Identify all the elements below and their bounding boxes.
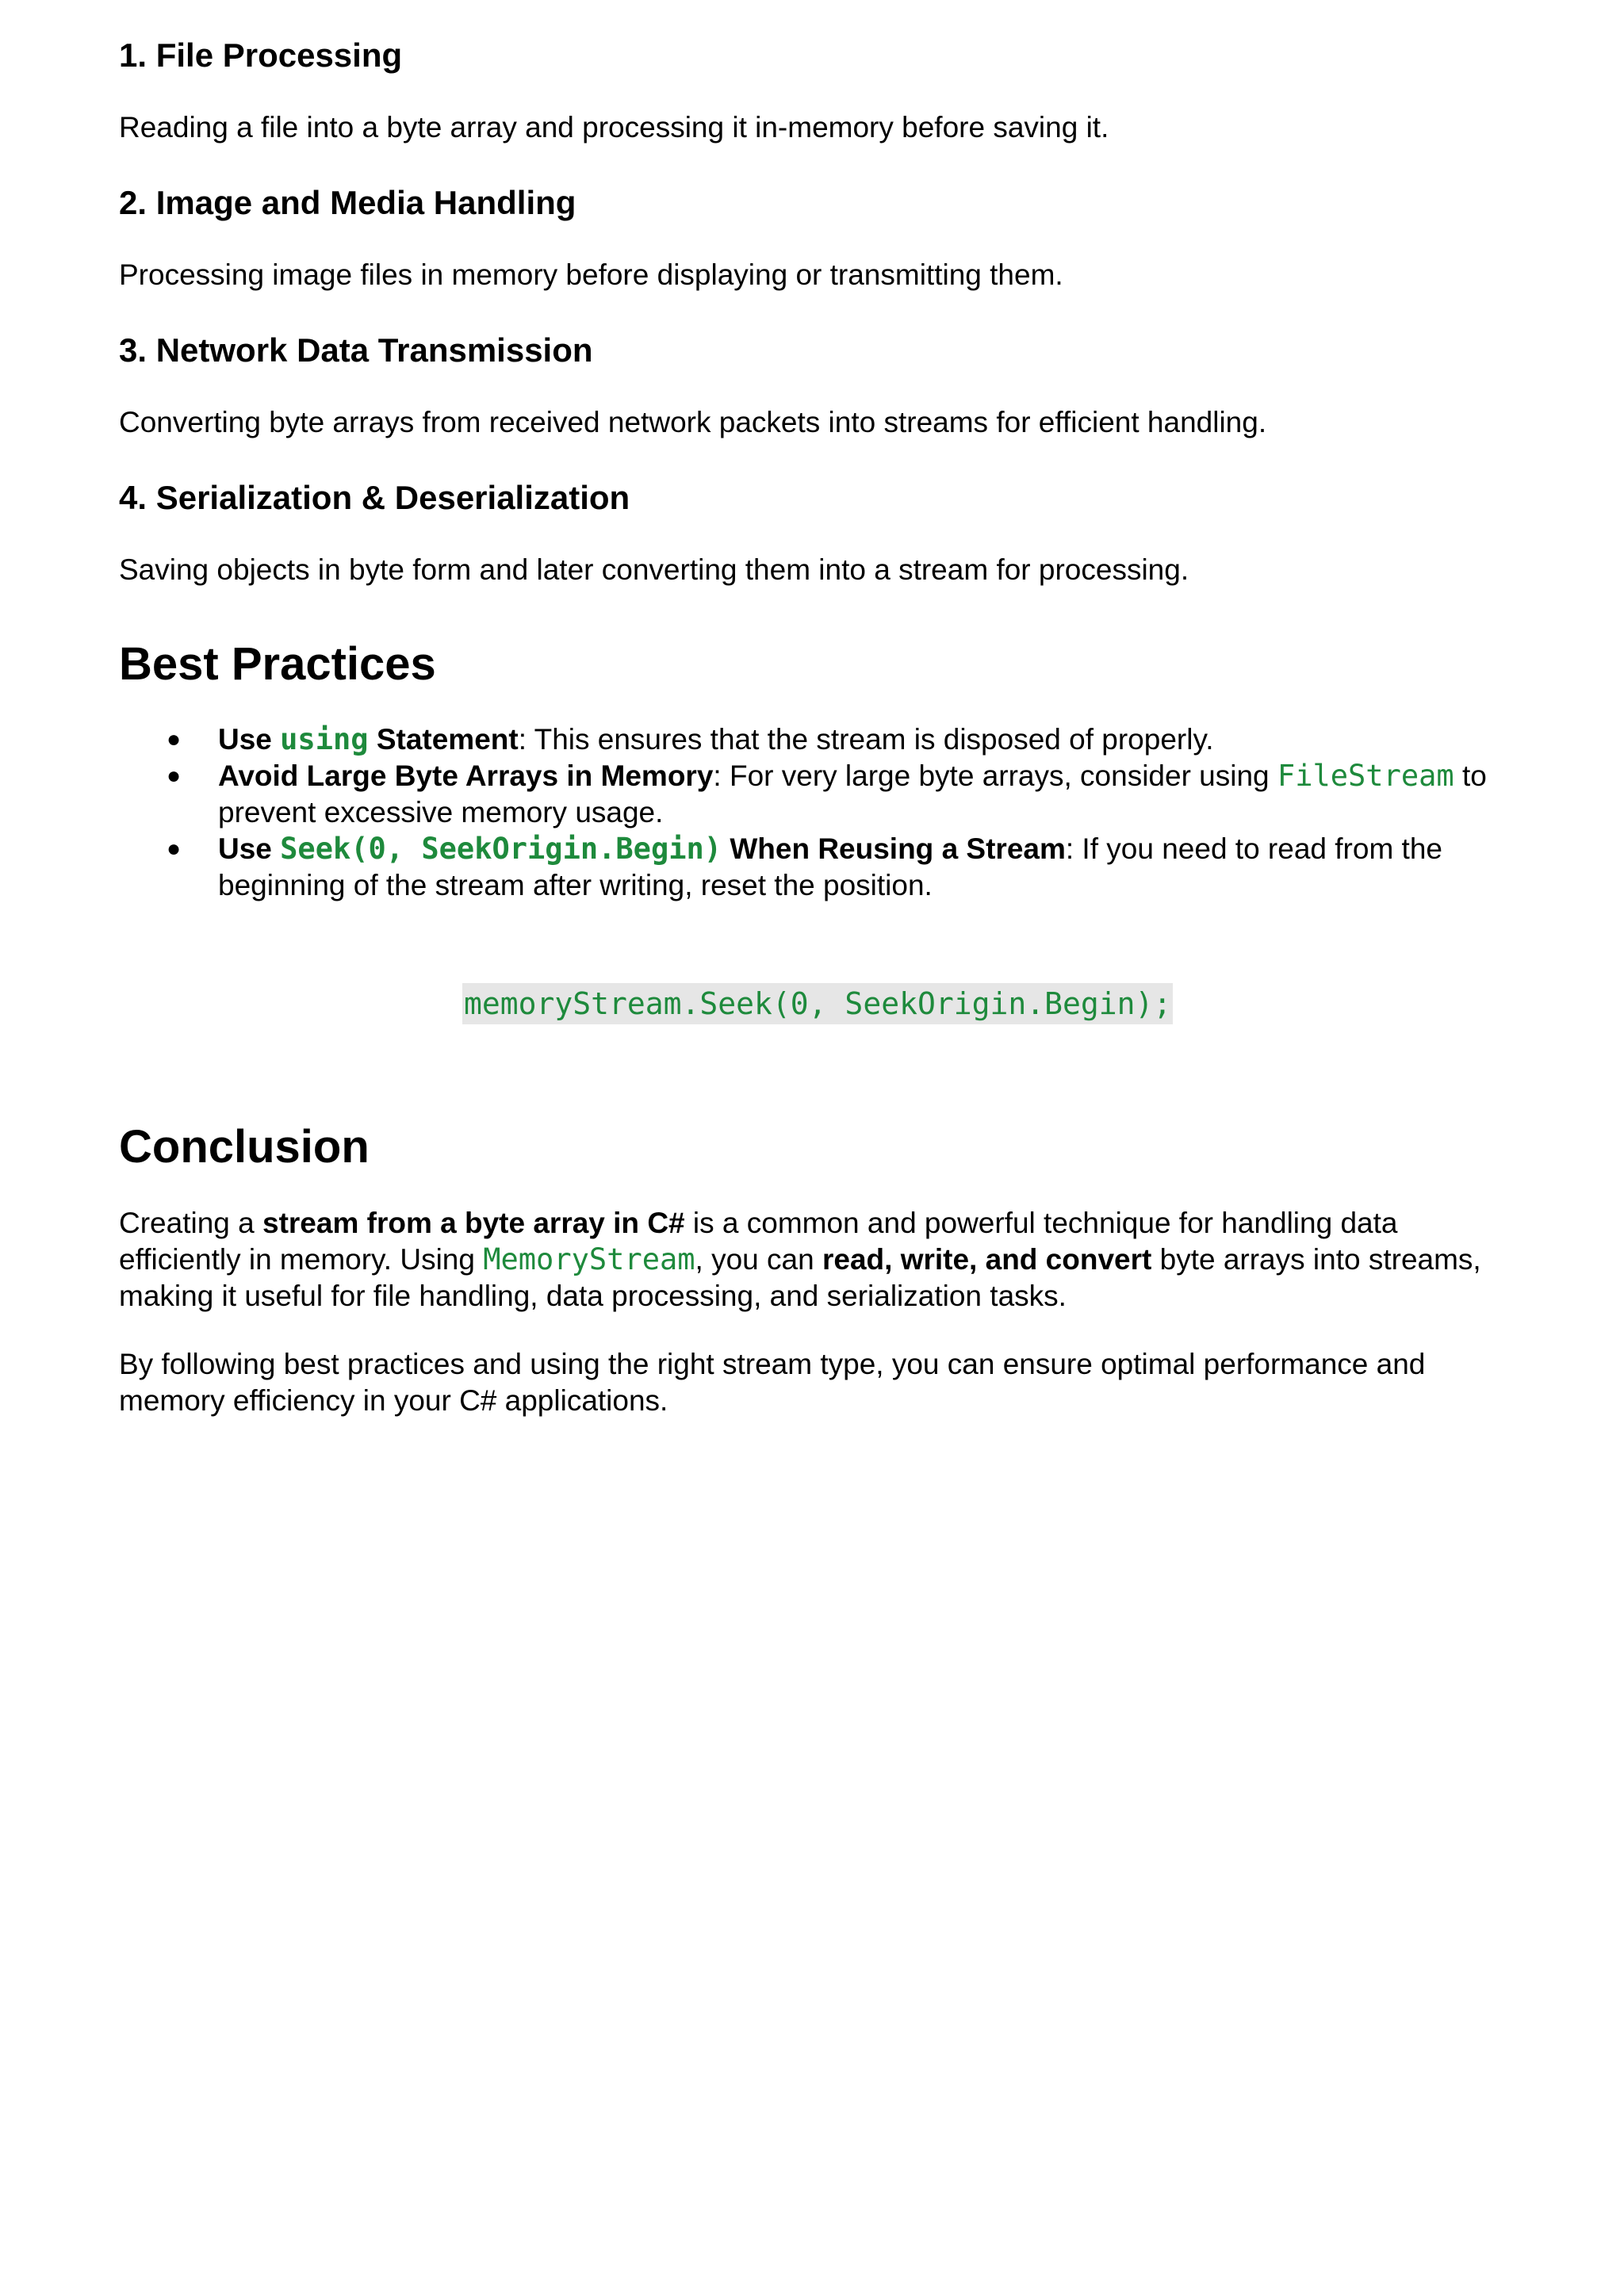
section-text-file-processing: Reading a file into a byte array and processing it in-memory before saving it.: [119, 111, 1109, 144]
bullet-text: : If you need to read from the beginning of the stream after writing, reset the position.: [218, 832, 1442, 901]
section-heading-file-processing: 1. File Processing: [119, 36, 403, 74]
bullet-title: Statement: [368, 723, 519, 756]
conclusion-heading: Conclusion: [119, 1121, 370, 1173]
best-practices-heading: Best Practices: [119, 638, 436, 690]
conclusion-paragraph-1: [119, 1205, 1507, 1314]
bullet-text-tail: to prevent excessive memory usage.: [218, 760, 1487, 828]
conclusion-paragraph-2: By following best practices and using the right stream type, you can ensure optimal performance and memory efficiency in your C# applications.: [119, 1348, 1426, 1417]
text-run: Creating a: [119, 1207, 262, 1239]
section-text-image-media: Processing image files in memory before displaying or transmitting them.: [119, 258, 1063, 291]
inline-code: MemoryStream: [483, 1242, 695, 1276]
inline-code: Seek(0, SeekOrigin.Begin): [280, 832, 722, 866]
inline-code: FileStream: [1277, 759, 1454, 793]
list-item: [119, 721, 1530, 758]
section-heading-network: 3. Network Data Transmission: [119, 331, 593, 369]
list-item: [119, 758, 1530, 831]
bullet-icon: ●: [167, 726, 182, 752]
bold-text: stream from a byte array in C#: [262, 1207, 685, 1239]
bullet-title: When Reusing a Stream: [722, 832, 1066, 865]
section-text-network: Converting byte arrays from received network packets into streams for efficient handling.: [119, 406, 1267, 438]
section-text-serialization: Saving objects in byte form and later converting them into a stream for processing.: [119, 553, 1189, 586]
bullet-title: Avoid Large Byte Arrays in Memory: [218, 760, 714, 792]
inline-code: using: [280, 722, 369, 756]
text-run: , you can: [695, 1243, 822, 1276]
text-run: byte arrays into streams, making it useful for file handling, data processing, and serialization tasks.: [119, 1243, 1481, 1312]
bullet-icon: ●: [167, 763, 182, 789]
section-heading-serialization: 4. Serialization & Deserialization: [119, 479, 630, 516]
bullet-lead: Use: [218, 832, 281, 865]
bullet-lead: Use: [218, 723, 281, 756]
bullet-text: : This ensures that the stream is disposed of properly.: [518, 723, 1214, 756]
bold-text: read, write, and convert: [822, 1243, 1152, 1276]
bullet-text: : For very large byte arrays, consider using: [713, 760, 1277, 792]
text-run: is a common and powerful technique for handling data efficiently in memory. Using: [119, 1207, 1398, 1276]
bullet-icon: ●: [167, 836, 182, 862]
best-practices-list: [119, 721, 1530, 904]
section-heading-image-media: 2. Image and Media Handling: [119, 184, 576, 221]
code-block: memoryStream.Seek(0, SeekOrigin.Begin);: [462, 983, 1173, 1024]
list-item: [119, 831, 1530, 904]
